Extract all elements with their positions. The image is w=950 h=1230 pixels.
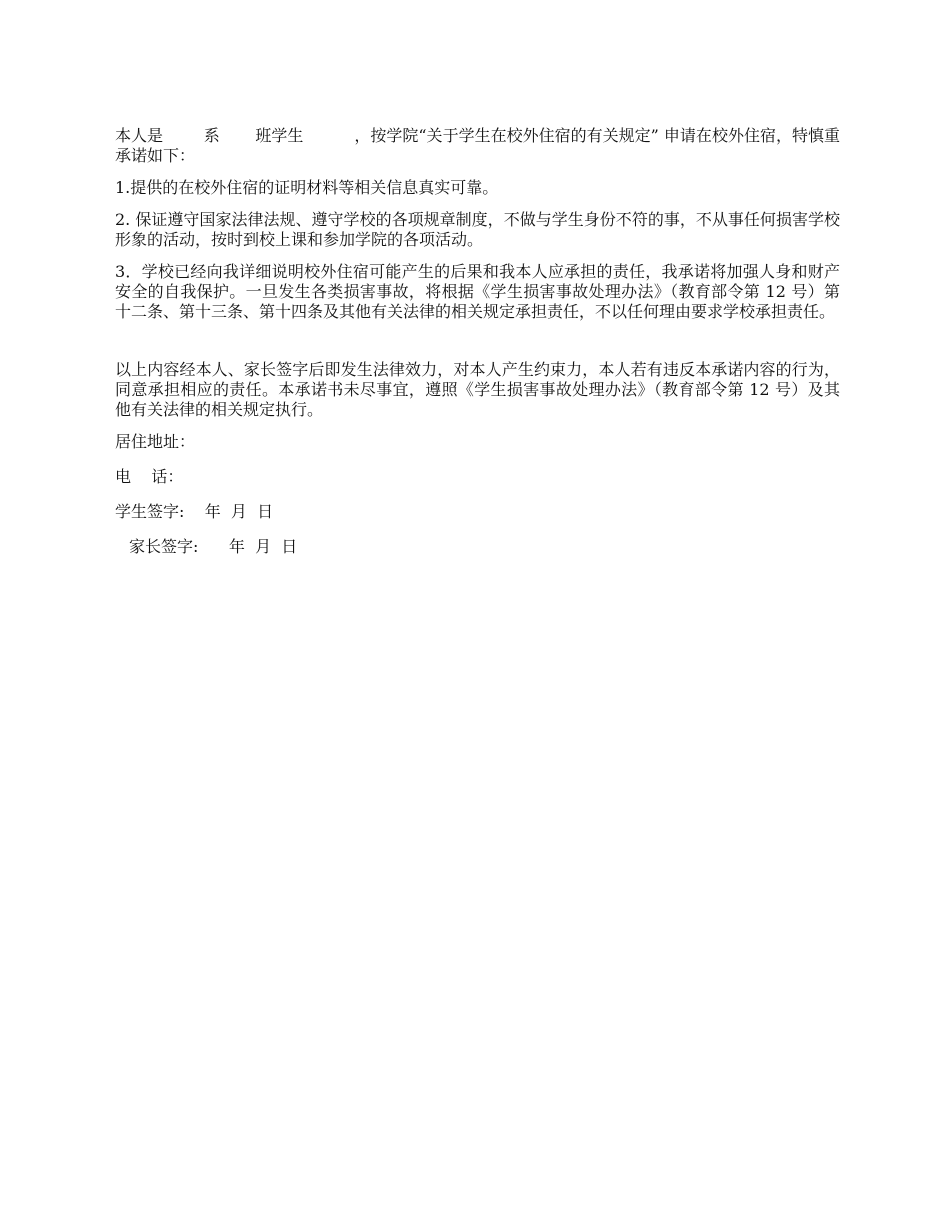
- summary-paragraph: 以上内容经本人、家长签字后即发生法律效力，对本人产生约束力，本人若有违反本承诺内容的行为，同意承担相应的责任。本承诺书未尽事宜，遵照《学生损害事故处理办法》（教育部令第 12 号）及其他有关法律的相关规定执行。: [115, 360, 840, 419]
- commitment-item-3: 3．学校已经向我详细说明校外住宿可能产生的后果和我本人应承担的责任，我承诺将加强人身和财产安全的自我保护。一旦发生各类损害事故，将根据《学生损害事故处理办法》（教育部令第 12 号）第十二条、第十三条、第十四条及其他有关法律的相关规定承担责任，不以任何理由要求学校承担责任。: [115, 262, 840, 321]
- student-signature-line: 学生签字: 年 月 日: [115, 502, 274, 521]
- intro-paragraph: 本人是 系 班学生 ，按学院“关于学生在校外住宿的有关规定” 申请在校外住宿，特慎重承诺如下：: [115, 126, 840, 165]
- phone-label: 电 话：: [115, 467, 184, 486]
- parent-signature-line: 家长签字: 年 月 日: [129, 537, 298, 556]
- commitment-item-2: 2. 保证遵守国家法律法规、遵守学校的各项规章制度，不做与学生身份不符的事，不从事任何损害学校形象的活动，按时到校上课和参加学院的各项活动。: [115, 210, 840, 249]
- address-label: 居住地址：: [115, 432, 196, 451]
- commitment-item-1: 1.提供的在校外住宿的证明材料等相关信息真实可靠。: [115, 178, 499, 197]
- document-body: [115, 126, 840, 572]
